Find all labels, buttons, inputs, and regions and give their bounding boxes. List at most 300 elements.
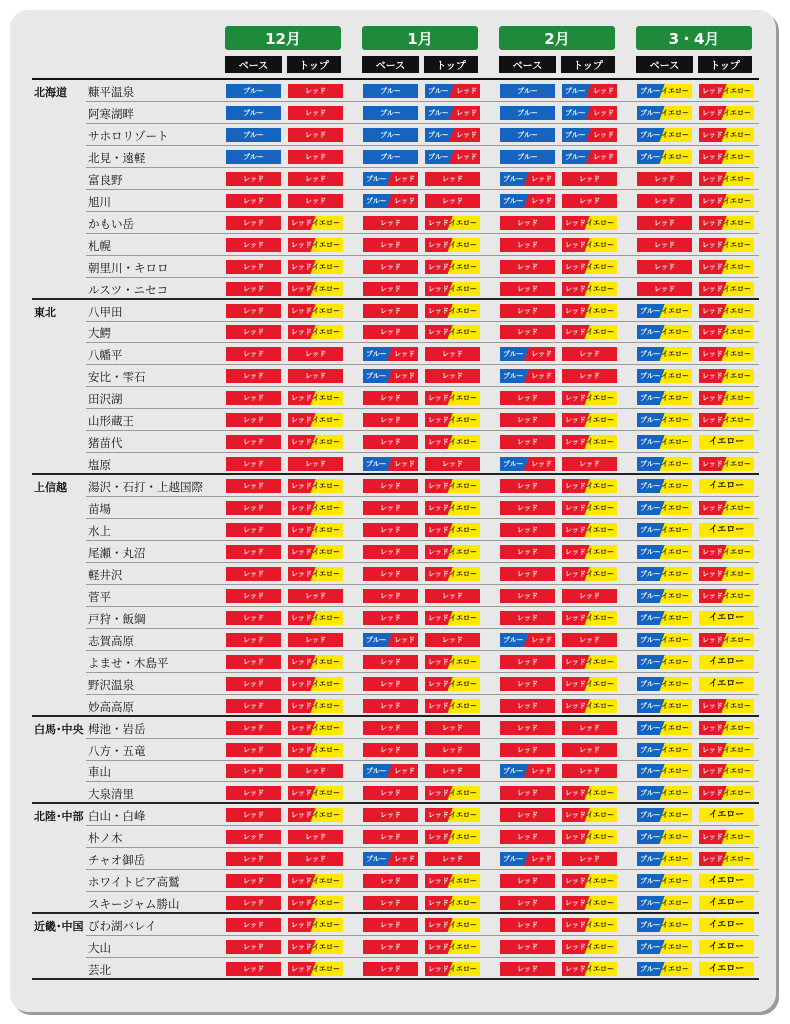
resort-name: 尾瀬・丸沼 <box>88 545 146 560</box>
wax-label-red: レッド <box>291 679 312 688</box>
wax-label-yellow: イエロー <box>723 547 751 556</box>
wax-cell-feb-top <box>562 150 617 164</box>
wax-cell-dec-top: レッド <box>288 106 343 120</box>
wax-cell-feb-top <box>562 808 617 822</box>
wax-label-yellow: イエロー <box>661 965 689 973</box>
wax-cell-dec-base: レッド <box>226 589 281 603</box>
wax-label-blue: ブルー <box>503 767 524 776</box>
wax-cell-jan-top <box>425 501 480 515</box>
resort-name: 湯沢・石打・上越国際 <box>88 480 203 495</box>
wax-label-red: レッド <box>702 306 723 315</box>
wax-label-blue: ブルー <box>640 943 661 952</box>
wax-label-yellow: イエロー <box>723 635 751 644</box>
wax-label-yellow: イエロー <box>661 679 689 688</box>
wax-cell-jan-top: レッド <box>425 589 480 603</box>
wax-cell-feb-top: レッド <box>562 743 617 757</box>
wax-label-yellow: イエロー <box>312 745 340 754</box>
wax-cell-feb-base: レッド <box>500 940 555 954</box>
wax-label-red: レッド <box>428 284 449 293</box>
wax-label-yellow: イエロー <box>661 723 689 732</box>
wax-label-red: レッド <box>531 767 552 776</box>
wax-label-blue: ブルー <box>640 569 661 578</box>
wax-cell-feb-base: ブルー <box>500 84 555 98</box>
wax-cell-jan-top <box>425 260 480 274</box>
wax-label-blue: ブルー <box>366 855 387 864</box>
table-row <box>32 475 759 497</box>
base-header: ベース <box>225 56 282 73</box>
wax-label-yellow: イエロー <box>723 306 751 315</box>
wax-label-blue: ブルー <box>503 350 524 359</box>
wax-cell-marapr-top <box>699 501 754 515</box>
wax-cell-dec-base: ブルー <box>226 84 281 98</box>
table-row <box>32 607 759 629</box>
wax-cell-feb-base: レッド <box>500 743 555 757</box>
wax-cell-jan-top <box>425 413 480 427</box>
resort-name: 八甲田 <box>88 304 123 319</box>
wax-cell-dec-top <box>288 655 343 669</box>
wax-label-blue: ブルー <box>640 306 661 315</box>
wax-cell-feb-base: レッド <box>500 216 555 230</box>
wax-label-red: レッド <box>565 394 586 403</box>
wax-cell-jan-base: レッド <box>363 721 418 735</box>
table-row <box>32 541 759 563</box>
wax-label-red: レッド <box>702 416 723 425</box>
resort-name: 阿寒湖畔 <box>88 106 134 121</box>
wax-label-red: レッド <box>565 218 586 227</box>
wax-label-blue: ブルー <box>503 174 524 183</box>
table-row <box>32 563 759 585</box>
wax-label-yellow: イエロー <box>586 657 614 666</box>
wax-cell-feb-base: レッド <box>500 699 555 713</box>
wax-label-yellow: イエロー <box>723 833 751 842</box>
wax-label-blue: ブルー <box>640 855 661 864</box>
wax-cell-marapr-top <box>699 304 754 318</box>
table-row <box>32 387 759 409</box>
wax-label-red: レッド <box>428 482 449 491</box>
wax-label-yellow: イエロー <box>586 504 614 513</box>
wax-label-red: レッド <box>565 613 586 622</box>
wax-cell-dec-base: レッド <box>226 896 281 910</box>
top-header: トップ <box>698 56 752 73</box>
wax-label-yellow: イエロー <box>586 218 614 227</box>
wax-label-yellow: イエロー <box>723 416 751 425</box>
wax-label-blue: ブルー <box>640 833 661 842</box>
wax-cell-dec-base: レッド <box>226 172 281 186</box>
wax-label-red: レッド <box>702 635 723 644</box>
wax-label-red: レッド <box>702 833 723 842</box>
wax-cell-marapr-base <box>637 128 692 142</box>
wax-label-red: レッド <box>702 547 723 556</box>
wax-label-red: レッド <box>428 240 449 249</box>
wax-label-blue: ブルー <box>640 87 661 95</box>
wax-label-blue: ブルー <box>640 438 661 447</box>
wax-label-blue: ブルー <box>640 152 661 161</box>
wax-cell-feb-base: レッド <box>500 830 555 844</box>
wax-label-yellow: イエロー <box>449 965 477 973</box>
wax-cell-feb-base: レッド <box>500 874 555 888</box>
wax-cell-dec-base: レッド <box>226 501 281 515</box>
wax-cell-dec-top <box>288 545 343 559</box>
wax-label-red: レッド <box>428 504 449 513</box>
resort-name: 大泉清里 <box>88 787 134 802</box>
wax-label-red: レッド <box>565 240 586 249</box>
wax-cell-jan-top <box>425 238 480 252</box>
wax-cell-dec-top <box>288 325 343 339</box>
wax-label-red: レッド <box>394 174 415 183</box>
table-row <box>32 958 759 980</box>
wax-cell-dec-base: レッド <box>226 369 281 383</box>
wax-label-red: レッド <box>428 877 449 886</box>
wax-label-red: レッド <box>291 569 312 578</box>
wax-cell-jan-base: レッド <box>363 391 418 405</box>
wax-cell-feb-base <box>500 764 555 778</box>
wax-label-red: レッド <box>565 877 586 886</box>
wax-label-red: レッド <box>565 833 586 842</box>
wax-cell-feb-top: レッド <box>562 347 617 361</box>
wax-cell-jan-base: レッド <box>363 545 418 559</box>
wax-label-red: レッド <box>428 328 449 337</box>
wax-label-red: レッド <box>291 284 312 293</box>
wax-cell-dec-top <box>288 260 343 274</box>
wax-label-red: レッド <box>428 218 449 227</box>
table-row <box>32 300 759 322</box>
wax-label-yellow: イエロー <box>586 482 614 491</box>
wax-cell-marapr-base <box>637 786 692 800</box>
wax-cell-jan-top: レッド <box>425 457 480 471</box>
wax-cell-dec-top: レッド <box>288 830 343 844</box>
wax-label-red: レッド <box>394 767 415 776</box>
wax-cell-marapr-base <box>637 413 692 427</box>
wax-cell-jan-base: レッド <box>363 677 418 691</box>
wax-cell-marapr-base <box>637 852 692 866</box>
wax-label-yellow: イエロー <box>449 921 477 930</box>
wax-cell-jan-top <box>425 150 480 164</box>
wax-cell-feb-base: レッド <box>500 786 555 800</box>
wax-label-red: レッド <box>702 372 723 381</box>
resort-name: 菅平 <box>88 589 111 604</box>
wax-label-yellow: イエロー <box>723 284 751 293</box>
wax-cell-jan-top: レッド <box>425 347 480 361</box>
wax-cell-dec-base: レッド <box>226 808 281 822</box>
wax-label-red: レッド <box>531 635 552 644</box>
resort-name: 旭川 <box>88 194 111 209</box>
wax-label-red: レッド <box>565 811 586 820</box>
wax-cell-marapr-top: イエロー <box>699 655 754 669</box>
wax-label-blue: ブルー <box>640 613 661 622</box>
wax-cell-feb-base <box>500 194 555 208</box>
wax-cell-jan-base: レッド <box>363 523 418 537</box>
wax-cell-dec-top <box>288 304 343 318</box>
wax-label-red: レッド <box>456 87 477 95</box>
top-header: トップ <box>561 56 615 73</box>
wax-label-yellow: イエロー <box>312 262 340 271</box>
wax-label-yellow: イエロー <box>661 87 689 95</box>
wax-label-red: レッド <box>428 657 449 666</box>
wax-label-yellow: イエロー <box>449 943 477 952</box>
wax-cell-jan-base: レッド <box>363 874 418 888</box>
wax-label-yellow: イエロー <box>723 701 751 710</box>
wax-label-red: レッド <box>428 921 449 930</box>
wax-cell-dec-base: レッド <box>226 764 281 778</box>
wax-cell-jan-base: レッド <box>363 304 418 318</box>
wax-cell-feb-top: レッド <box>562 852 617 866</box>
wax-cell-feb-base: レッド <box>500 808 555 822</box>
wax-label-yellow: イエロー <box>723 767 751 776</box>
wax-cell-marapr-base <box>637 150 692 164</box>
wax-label-yellow: イエロー <box>723 108 751 117</box>
wax-cell-feb-top: レッド <box>562 589 617 603</box>
wax-cell-jan-top <box>425 282 480 296</box>
wax-label-yellow: イエロー <box>661 438 689 447</box>
wax-cell-feb-base: レッド <box>500 391 555 405</box>
wax-cell-dec-top <box>288 238 343 252</box>
wax-cell-dec-top <box>288 896 343 910</box>
wax-label-yellow: イエロー <box>661 921 689 930</box>
wax-label-blue: ブルー <box>640 789 661 798</box>
wax-label-yellow: イエロー <box>449 394 477 403</box>
resort-name: ルスツ・ニセコ <box>88 282 169 297</box>
wax-label-yellow: イエロー <box>312 943 340 952</box>
wax-label-blue: ブルー <box>428 87 449 95</box>
wax-label-yellow: イエロー <box>449 899 477 908</box>
wax-label-yellow: イエロー <box>449 482 477 491</box>
wax-cell-feb-top: レッド <box>562 172 617 186</box>
wax-label-red: レッド <box>428 262 449 271</box>
wax-cell-jan-base: レッド <box>363 962 418 976</box>
wax-cell-marapr-base <box>637 962 692 976</box>
wax-label-red: レッド <box>291 547 312 556</box>
wax-cell-jan-base: レッド <box>363 655 418 669</box>
resort-name: 安比・雫石 <box>88 370 146 385</box>
wax-cell-marapr-top <box>699 786 754 800</box>
wax-label-yellow: イエロー <box>586 701 614 710</box>
wax-label-red: レッド <box>428 306 449 315</box>
wax-cell-marapr-top: イエロー <box>699 435 754 449</box>
wax-label-yellow: イエロー <box>661 328 689 337</box>
wax-label-yellow: イエロー <box>586 613 614 622</box>
wax-cell-dec-top: レッド <box>288 589 343 603</box>
wax-cell-jan-base: ブルー <box>363 128 418 142</box>
wax-label-red: レッド <box>428 943 449 952</box>
wax-label-blue: ブルー <box>640 811 661 820</box>
wax-cell-jan-base: レッド <box>363 786 418 800</box>
region-label: 白馬･中央 <box>34 722 84 736</box>
wax-label-red: レッド <box>291 482 312 491</box>
wax-cell-jan-base: ブルー <box>363 150 418 164</box>
wax-label-red: レッド <box>428 701 449 710</box>
resort-name: 田沢湖 <box>88 392 123 407</box>
wax-cell-jan-top: レッド <box>425 743 480 757</box>
wax-cell-jan-top <box>425 304 480 318</box>
wax-cell-marapr-base <box>637 523 692 537</box>
wax-cell-feb-top <box>562 128 617 142</box>
wax-label-red: レッド <box>565 943 586 952</box>
wax-cell-dec-top <box>288 940 343 954</box>
wax-cell-jan-base: レッド <box>363 260 418 274</box>
wax-cell-dec-base: レッド <box>226 260 281 274</box>
wax-label-red: レッド <box>565 262 586 271</box>
wax-cell-dec-base: レッド <box>226 918 281 932</box>
wax-cell-dec-base: レッド <box>226 940 281 954</box>
wax-cell-jan-base: レッド <box>363 896 418 910</box>
wax-label-yellow: イエロー <box>723 130 751 139</box>
resort-name: サホロリゾート <box>88 128 169 143</box>
base-header: ベース <box>362 56 419 73</box>
wax-cell-jan-base: レッド <box>363 918 418 932</box>
wax-cell-marapr-top <box>699 150 754 164</box>
wax-label-yellow: イエロー <box>661 152 689 161</box>
wax-cell-jan-base: レッド <box>363 282 418 296</box>
wax-cell-jan-top <box>425 962 480 976</box>
wax-cell-dec-top <box>288 413 343 427</box>
wax-cell-dec-base: ブルー <box>226 150 281 164</box>
wax-cell-feb-base <box>500 633 555 647</box>
wax-label-red: レッド <box>428 613 449 622</box>
wax-cell-feb-base: レッド <box>500 435 555 449</box>
wax-cell-feb-top <box>562 84 617 98</box>
wax-cell-dec-top: レッド <box>288 194 343 208</box>
table-row <box>32 826 759 848</box>
wax-label-red: レッド <box>456 130 477 139</box>
wax-label-blue: ブルー <box>503 635 524 644</box>
wax-label-red: レッド <box>702 218 723 227</box>
wax-label-red: レッド <box>428 569 449 578</box>
wax-cell-marapr-top <box>699 589 754 603</box>
resort-name: ホワイトピア高鷲 <box>88 875 180 890</box>
wax-label-yellow: イエロー <box>661 657 689 666</box>
wax-label-yellow: イエロー <box>661 701 689 710</box>
wax-cell-jan-base: レッド <box>363 589 418 603</box>
wax-label-yellow: イエロー <box>661 943 689 952</box>
wax-label-red: レッド <box>291 811 312 820</box>
wax-label-yellow: イエロー <box>312 284 340 293</box>
wax-label-red: レッド <box>565 504 586 513</box>
wax-label-red: レッド <box>565 921 586 930</box>
wax-label-yellow: イエロー <box>586 547 614 556</box>
wax-cell-feb-base: レッド <box>500 282 555 296</box>
wax-cell-jan-top <box>425 391 480 405</box>
wax-label-red: レッド <box>291 306 312 315</box>
wax-cell-feb-top <box>562 479 617 493</box>
wax-cell-dec-base: レッド <box>226 325 281 339</box>
wax-cell-jan-top: レッド <box>425 633 480 647</box>
base-header: ベース <box>499 56 556 73</box>
wax-label-yellow: イエロー <box>586 328 614 337</box>
wax-cell-jan-base <box>363 764 418 778</box>
wax-label-yellow: イエロー <box>449 657 477 666</box>
resort-name: よませ・木島平 <box>88 655 169 670</box>
wax-cell-marapr-top <box>699 260 754 274</box>
wax-label-yellow: イエロー <box>723 240 751 249</box>
wax-cell-jan-top: レッド <box>425 369 480 383</box>
wax-cell-feb-base: レッド <box>500 238 555 252</box>
wax-cell-dec-base: レッド <box>226 677 281 691</box>
wax-cell-jan-base: レッド <box>363 830 418 844</box>
wax-label-red: レッド <box>428 833 449 842</box>
table-row <box>32 256 759 278</box>
wax-label-red: レッド <box>531 855 552 864</box>
wax-cell-dec-top <box>288 743 343 757</box>
wax-cell-jan-top: レッド <box>425 172 480 186</box>
wax-cell-jan-top <box>425 128 480 142</box>
wax-label-yellow: イエロー <box>661 504 689 513</box>
wax-cell-feb-base <box>500 457 555 471</box>
wax-cell-marapr-top <box>699 391 754 405</box>
top-header: トップ <box>287 56 341 73</box>
wax-label-yellow: イエロー <box>661 460 689 469</box>
wax-label-red: レッド <box>394 855 415 864</box>
resort-name: 志賀高原 <box>88 633 134 648</box>
wax-cell-marapr-base <box>637 391 692 405</box>
wax-cell-dec-base: レッド <box>226 282 281 296</box>
wax-cell-dec-top <box>288 808 343 822</box>
resort-name: 水上 <box>88 524 111 538</box>
table-row <box>32 760 759 782</box>
wax-label-yellow: イエロー <box>586 679 614 688</box>
wax-cell-dec-top <box>288 479 343 493</box>
wax-label-red: レッド <box>291 789 312 798</box>
wax-label-blue: ブルー <box>640 679 661 688</box>
wax-cell-dec-top <box>288 523 343 537</box>
wax-cell-marapr-base <box>637 764 692 778</box>
wax-label-blue: ブルー <box>640 416 661 425</box>
wax-cell-marapr-base <box>637 743 692 757</box>
wax-label-red: レッド <box>291 657 312 666</box>
wax-cell-marapr-top <box>699 238 754 252</box>
wax-label-yellow: イエロー <box>661 108 689 117</box>
wax-cell-jan-base: レッド <box>363 435 418 449</box>
wax-label-yellow: イエロー <box>586 899 614 908</box>
wax-label-red: レッド <box>291 899 312 908</box>
wax-label-yellow: イエロー <box>312 482 340 491</box>
wax-label-red: レッド <box>394 196 415 205</box>
wax-cell-feb-base: レッド <box>500 567 555 581</box>
wax-label-yellow: イエロー <box>661 613 689 622</box>
resort-name: 栂池・岩岳 <box>88 721 146 736</box>
wax-cell-feb-base <box>500 347 555 361</box>
wax-label-yellow: イエロー <box>723 218 751 227</box>
wax-cell-marapr-top <box>699 567 754 581</box>
wax-label-yellow: イエロー <box>449 218 477 227</box>
wax-label-yellow: イエロー <box>312 416 340 425</box>
wax-label-yellow: イエロー <box>723 350 751 359</box>
region-label: 近畿･中国 <box>34 920 84 934</box>
table-row <box>32 409 759 431</box>
wax-cell-marapr-top <box>699 633 754 647</box>
wax-cell-marapr-base <box>637 325 692 339</box>
wax-label-blue: ブルー <box>428 130 449 139</box>
table-row <box>32 695 759 717</box>
wax-cell-marapr-base <box>637 369 692 383</box>
wax-cell-jan-base <box>363 172 418 186</box>
resort-name: 野沢温泉 <box>88 677 134 692</box>
wax-label-yellow: イエロー <box>449 526 477 534</box>
wax-label-red: レッド <box>531 372 552 381</box>
resort-name: 富良野 <box>88 172 123 187</box>
wax-cell-jan-base <box>363 194 418 208</box>
wax-cell-marapr-base <box>637 611 692 625</box>
wax-cell-feb-top <box>562 962 617 976</box>
wax-label-blue: ブルー <box>366 460 387 469</box>
wax-label-yellow: イエロー <box>586 943 614 952</box>
wax-cell-feb-top <box>562 391 617 405</box>
wax-label-yellow: イエロー <box>723 789 751 798</box>
wax-label-yellow: イエロー <box>312 679 340 688</box>
wax-label-red: レッド <box>702 240 723 249</box>
wax-cell-marapr-base <box>637 479 692 493</box>
wax-cell-jan-base: レッド <box>363 699 418 713</box>
wax-cell-jan-top: レッド <box>425 852 480 866</box>
